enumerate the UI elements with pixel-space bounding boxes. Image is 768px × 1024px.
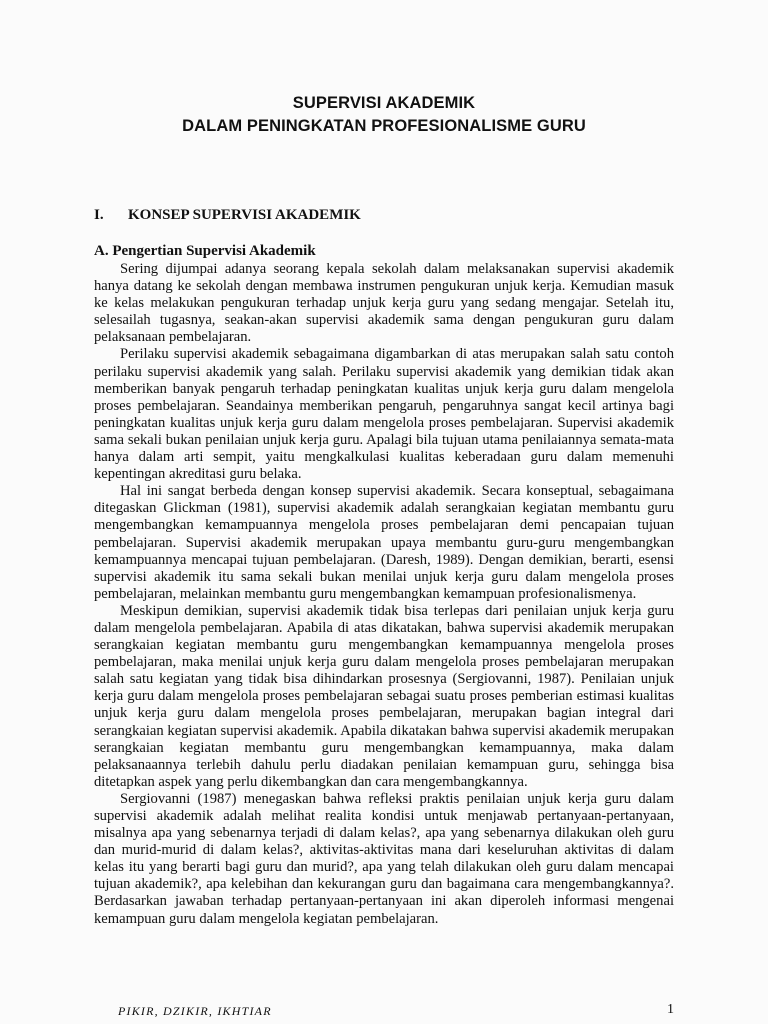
paragraph-2: Perilaku supervisi akademik sebagaimana digambarkan di atas merupakan salah satu contoh perilaku supervisi akademik yang salah. Perilaku supervisi akademik yang demikian tidak akan memberikan banyak pengaruh terhadap peningkatan kualitas unjuk kerja guru dalam mengelola proses pembelajaran. Seandainya memberikan pengaruh, pengaruhnya sangat kecil artinya bagi peningkatan kualitas unjuk kerja guru dalam mengelola proses pembelajaran. Supervisi akademik sama sekali bukan penilaian unjuk kerja guru. Apalagi bila tujuan utama penilaiannya semata-mata hanya dalam arti sempit, yaitu mengkalkulasi kualitas keberadaan guru dalam memenuhi kepentingan akreditasi guru belaka. [94, 346, 674, 483]
document-title-line-1: SUPERVISI AKADEMIK [292, 94, 476, 112]
paragraph-4: Meskipun demikian, supervisi akademik tidak bisa terlepas dari penilaian unjuk kerja guru dalam mengelola pembelajaran. Apabila di atas dikatakan, bahwa supervisi akademik merupakan serangkaian kegiatan membantu guru mengembangkan kemampuannya mengelola proses pembelajaran, maka menilai unjuk kerja guru dalam mengelola proses pembelajaran merupakan salah satu kegiatan yang tidak bisa dihindarkan prosesnya (Sergiovanni, 1987). Penilaian unjuk kerja guru dalam mengelola proses pembelajaran sebagai suatu proses pemberian estimasi kualitas unjuk kerja guru dalam mengelola proses pembelajaran, merupakan bagian integral dari serangkaian kegiatan supervisi akademik. Apabila dikatakan bahwa supervisi akademik merupakan serangkaian kegiatan membantu guru mengembangkan kemampuannya, maka dalam pelaksanaannya terlebih dahulu perlu diadakan penilaian kemampuan guru, sehingga bisa ditetapkan aspek yang perlu dikembangkan dan cara mengembangkannya. [94, 602, 674, 790]
footer-motto: PIKIR, DZIKIR, IKHTIAR [118, 1004, 272, 1018]
paragraph-3: Hal ini sangat berbeda dengan konsep supervisi akademik. Secara konseptual, sebagaimana ditegaskan Glickman (1981), supervisi akademik adalah serangkaian kegiatan membantu guru mengembangkan kemampuannya mengelola proses pembelajaran demi pencapaian tujuan pembelajaran. Supervisi akademik merupakan upaya membantu guru-guru mengembangkan kemampuannya mencapai tujuan pembelajaran. (Daresh, 1989). Dengan demikian, berarti, esensi supervisi akademik itu sama sekali bukan menilai unjuk kerja guru dalam mengelola proses pembelajaran, melainkan membantu guru mengembangkan kemampuan profesionalismenya. [94, 483, 674, 602]
section-number: I. [94, 207, 104, 223]
page-number: 1 [667, 1002, 674, 1017]
document-title-line-2: DALAM PENINGKATAN PROFESIONALISME GURU [182, 117, 586, 135]
subsection-heading: A. Pengertian Supervisi Akademik [94, 243, 316, 259]
section-heading [94, 206, 361, 224]
section-title: KONSEP SUPERVISI AKADEMIK [128, 207, 361, 223]
paragraph-1: Sering dijumpai adanya seorang kepala sekolah dalam melaksanakan supervisi akademik hanya datang ke sekolah dengan membawa instrumen pengukuran unjuk kerja. Kemudian masuk ke kelas melakukan pengukuran terhadap unjuk kerja guru yang sedang mengajar. Setelah itu, selesailah tugasnya, seakan-akan supervisi akademik sama dengan pengukuran guru dalam pelaksanaan pembelajaran. [94, 261, 674, 346]
paragraph-5: Sergiovanni (1987) menegaskan bahwa refleksi praktis penilaian unjuk kerja guru dalam supervisi akademik adalah melihat realita kondisi untuk menjawab pertanyaan-pertanyaan, misalnya apa yang sebenarnya terjadi di dalam kelas?, apa yang sebenarnya dilakukan oleh guru dan murid-murid di dalam kelas?, aktivitas-aktivitas mana dari keseluruhan aktivitas di dalam kelas itu yang berarti bagi guru dan murid?, apa yang telah dilakukan oleh guru dalam mencapai tujuan akademik?, apa kelebihan dan kekurangan guru dan bagaimana cara mengembangkannya?. Berdasarkan jawaban terhadap pertanyaan-pertanyaan ini akan diperoleh informasi mengenai kemampuan guru dalam mengelola kegiatan pembelajaran. [94, 790, 674, 927]
body-text [94, 261, 674, 928]
